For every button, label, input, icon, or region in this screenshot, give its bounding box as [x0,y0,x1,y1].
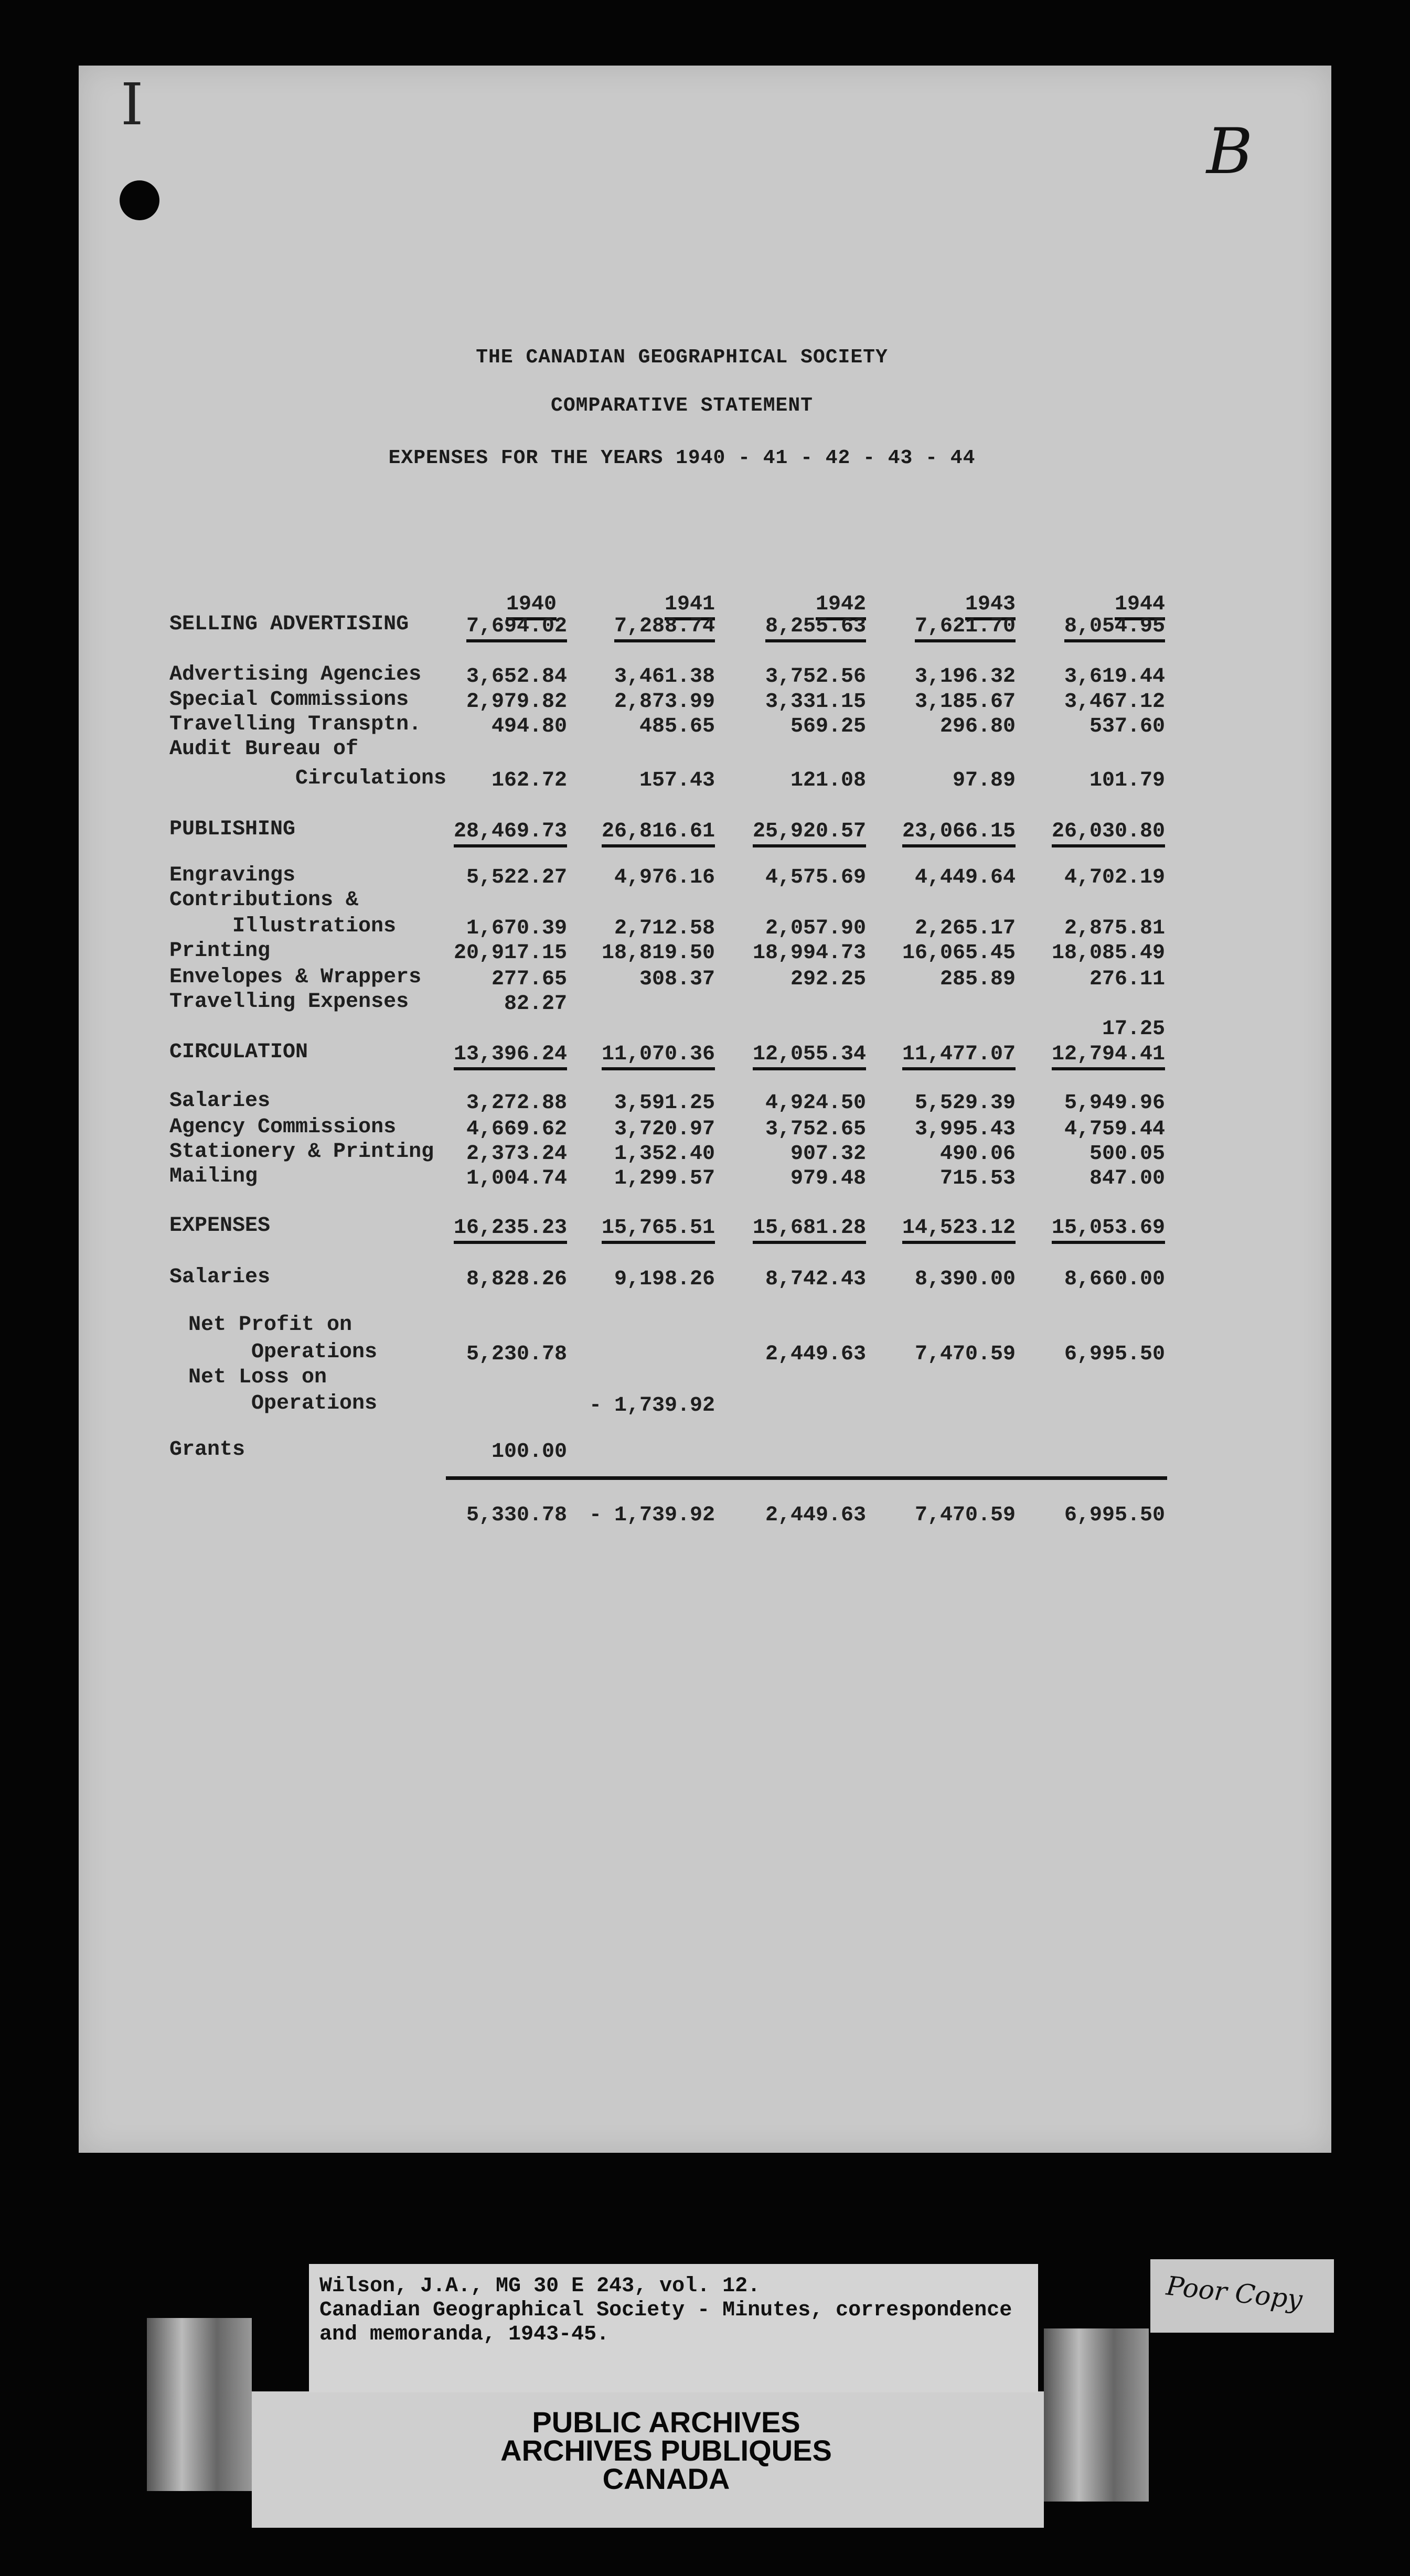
row-label: Salaries [169,1265,271,1289]
row-value: 5,522.27 [466,866,567,889]
value-cell [1008,715,1165,738]
value-cell [558,665,715,689]
value-cell [1008,1504,1165,1527]
row-label: CIRCULATION [169,1040,308,1064]
value-cell [858,1216,1016,1240]
row-value: 16,235.23 [454,1216,567,1244]
row-value: 12,794.41 [1052,1043,1165,1070]
row-label: Special Commissions [169,688,409,712]
value-cell [410,1091,567,1115]
row-value: 276.11 [1089,968,1165,991]
row-value: 8,390.00 [914,1268,1016,1291]
value-cell [1008,941,1165,965]
row-value: 8,255.63 [765,615,866,642]
row-value: 3,591.25 [614,1091,715,1115]
row-value: 157.43 [639,769,715,792]
value-cell [410,715,567,738]
row-value: 13,396.24 [454,1043,567,1070]
row-value: 3,272.88 [466,1091,567,1115]
value-cell [1008,820,1165,843]
row-label: Grants [169,1438,245,1462]
row-label: Salaries [169,1089,271,1113]
row-value: 3,185.67 [914,690,1016,714]
row-value: 3,196.32 [914,665,1016,689]
value-cell [1008,866,1165,889]
value-cell [709,820,866,843]
year-header: 1944 [1115,593,1165,620]
row-value: 4,575.69 [765,866,866,889]
row-label: Operations [251,1340,378,1364]
value-cell [410,1504,567,1527]
value-cell [410,820,567,843]
row-label: Net Profit on [188,1313,352,1337]
row-value: 1,004.74 [466,1167,567,1190]
row-label: Contributions & [169,888,359,912]
value-cell [1008,769,1165,792]
value-cell [558,941,715,965]
row-value: 296.80 [939,715,1016,738]
value-cell [558,715,715,738]
row-value: 4,759.44 [1064,1118,1165,1141]
value-cell [1008,1043,1165,1066]
row-value: 5,330.78 [466,1504,567,1527]
value-cell [558,1142,715,1166]
value-cell [1008,690,1165,714]
value-cell [1008,1167,1165,1190]
row-value: 3,467.12 [1064,690,1165,714]
stamp-line-2: ARCHIVES PUBLIQUES [500,2434,832,2467]
value-cell [709,690,866,714]
row-value: 2,373.24 [466,1142,567,1166]
row-value: 2,875.81 [1064,917,1165,940]
row-value: 5,949.96 [1064,1091,1165,1115]
value-cell [410,917,567,940]
row-value: 308.37 [639,968,715,991]
row-value: 2,449.63 [765,1504,866,1527]
row-value: 5,230.78 [466,1343,567,1366]
value-cell [709,941,866,965]
value-cell [1008,1017,1165,1041]
value-cell [858,1167,1016,1190]
row-value: 9,198.26 [614,1268,715,1291]
value-cell [858,1091,1016,1115]
row-value: 3,331.15 [765,690,866,714]
value-cell [709,1043,866,1066]
value-cell [1008,1216,1165,1240]
year-header: 1943 [965,593,1016,620]
value-cell [709,1216,866,1240]
value-cell [410,941,567,965]
value-cell [410,1440,567,1464]
value-cell [709,769,866,792]
year-header-cell [399,593,557,616]
row-label: EXPENSES [169,1214,271,1238]
value-cell [558,1091,715,1115]
value-cell [1008,1142,1165,1166]
archive-ref-line-3: and memoranda, 1943-45. [319,2323,610,2346]
row-value: 11,070.36 [602,1043,715,1070]
row-value: 28,469.73 [454,820,567,847]
row-value: 26,030.80 [1052,820,1165,847]
row-value: 20,917.15 [453,941,567,965]
row-value: 3,995.43 [914,1118,1016,1141]
value-cell [410,1118,567,1141]
row-value: - 1,739.92 [589,1394,715,1418]
value-cell [858,1343,1016,1366]
value-cell [858,917,1016,940]
row-label: Illustrations [232,915,397,938]
row-value: 26,816.61 [602,820,715,847]
row-value: 101.79 [1089,769,1165,792]
row-value: 1,352.40 [614,1142,715,1166]
value-cell [410,615,567,638]
value-cell [1008,968,1165,991]
value-cell [410,769,567,792]
row-value: 7,288.74 [614,615,715,642]
row-value: 485.65 [639,715,715,738]
row-value: 7,694.02 [466,615,567,642]
value-cell [558,968,715,991]
row-value: 569.25 [790,715,866,738]
row-value: 100.00 [491,1440,567,1464]
value-cell [558,917,715,940]
row-value: 15,681.28 [753,1216,866,1244]
row-value: 3,619.44 [1064,665,1165,689]
row-value: 6,995.50 [1064,1504,1165,1527]
row-value: 490.06 [939,1142,1016,1166]
row-value: 715.53 [939,1167,1016,1190]
archives-stamp [430,2408,902,2493]
row-value: 7,621.70 [915,615,1016,642]
value-cell [558,866,715,889]
row-value: 4,669.62 [466,1118,567,1141]
row-value: 4,702.19 [1064,866,1165,889]
value-cell [709,665,866,689]
row-value: 2,979.82 [466,690,567,714]
value-cell [558,1504,715,1527]
row-value: 4,976.16 [614,866,715,889]
poor-copy-text: Poor Copy [1165,2270,1304,2315]
row-value: 537.60 [1089,715,1165,738]
year-header: 1942 [816,593,866,620]
value-cell [410,690,567,714]
row-label: Agency Commissions [169,1115,397,1139]
value-cell [858,715,1016,738]
value-cell [709,1268,866,1291]
row-value: 292.25 [790,968,866,991]
punch-hole [120,180,159,220]
year-header-cell [1008,593,1165,616]
value-cell [1008,615,1165,638]
row-label: Travelling Expenses [169,990,409,1014]
value-cell [858,1043,1016,1066]
year-header-cell [858,593,1016,616]
row-value: 3,720.97 [614,1118,715,1141]
row-label: Net Loss on [188,1366,327,1389]
value-cell [858,1504,1016,1527]
value-cell [858,820,1016,843]
row-value: 18,819.50 [601,941,715,965]
row-value: 25,920.57 [753,820,866,847]
value-cell [858,665,1016,689]
row-value: 8,742.43 [765,1268,866,1291]
value-cell [558,1118,715,1141]
year-header: 1941 [665,593,715,620]
total-rule [446,1476,1167,1480]
value-cell [410,1343,567,1366]
row-value: 162.72 [491,769,567,792]
value-cell [709,1118,866,1141]
value-cell [558,1394,715,1418]
row-value: 2,873.99 [614,690,715,714]
value-cell [709,866,866,889]
row-value: 285.89 [939,968,1016,991]
value-cell [410,968,567,991]
row-value: 4,924.50 [765,1091,866,1115]
stamp-line-1: PUBLIC ARCHIVES [532,2406,800,2439]
row-value: 12,055.34 [753,1043,866,1070]
row-value: 15,765.51 [602,1216,715,1244]
value-cell [858,769,1016,792]
value-cell [858,968,1016,991]
row-label: Stationery & Printing [169,1140,434,1164]
row-value: 97.89 [952,769,1016,792]
row-value: 847.00 [1089,1167,1165,1190]
corner-letter-mark: B [1206,115,1253,188]
row-value: 8,828.26 [466,1268,567,1291]
row-label: Printing [169,939,271,963]
row-value: 2,057.90 [765,917,866,940]
value-cell [410,1167,567,1190]
value-cell [558,1043,715,1066]
row-value: 6,995.50 [1064,1343,1165,1366]
row-value: 11,477.07 [902,1043,1016,1070]
value-cell [558,690,715,714]
value-cell [709,1142,866,1166]
row-label: Circulations [295,767,447,790]
row-value: 14,523.12 [902,1216,1016,1244]
value-cell [410,992,567,1016]
row-label: Audit Bureau of [169,737,359,761]
value-cell [410,1216,567,1240]
row-value: 2,449.63 [765,1343,866,1366]
period-title: EXPENSES FOR THE YEARS 1940 - 41 - 42 - 43 - 44 [388,447,976,469]
value-cell [410,665,567,689]
value-cell [558,820,715,843]
row-value: 2,712.58 [614,917,715,940]
row-value: 3,461.38 [614,665,715,689]
row-value: 8,660.00 [1064,1268,1165,1291]
value-cell [558,615,715,638]
value-cell [558,1167,715,1190]
row-value: 500.05 [1089,1142,1165,1166]
row-value: 15,053.69 [1052,1216,1165,1244]
value-cell [709,1167,866,1190]
value-cell [558,1268,715,1291]
row-label: SELLING ADVERTISING [169,613,409,636]
value-cell [709,917,866,940]
value-cell [858,615,1016,638]
value-cell [1008,665,1165,689]
value-cell [410,866,567,889]
row-value: 18,085.49 [1051,941,1165,965]
value-cell [709,968,866,991]
row-value: 1,670.39 [466,917,567,940]
row-value: - 1,739.92 [589,1504,715,1527]
row-value: 907.32 [790,1142,866,1166]
value-cell [709,615,866,638]
row-value: 23,066.15 [902,820,1016,847]
value-cell [858,941,1016,965]
value-cell [410,1142,567,1166]
poor-copy-note [1150,2259,1334,2333]
value-cell [709,1343,866,1366]
row-value: 979.48 [790,1167,866,1190]
row-value: 5,529.39 [914,1091,1016,1115]
value-cell [709,1091,866,1115]
statement-subtitle: COMPARATIVE STATEMENT [551,394,813,417]
archive-ref-line-1: Wilson, J.A., MG 30 E 243, vol. 12. [319,2274,761,2298]
stamp-line-3: CANADA [602,2462,730,2495]
archive-reference-label [309,2264,1038,2392]
row-value: 3,752.56 [765,665,866,689]
value-cell [1008,1268,1165,1291]
value-cell [858,1268,1016,1291]
clip-mark: I [121,71,144,138]
row-label: Advertising Agencies [169,663,422,686]
value-cell [558,1216,715,1240]
row-value: 1,299.57 [614,1167,715,1190]
year-header-cell [558,593,715,616]
archive-ref-line-2: Canadian Geographical Society - Minutes, correspondence [319,2299,1012,2322]
row-value: 277.65 [491,968,567,991]
row-label: Mailing [169,1165,258,1188]
value-cell [1008,917,1165,940]
row-label: PUBLISHING [169,818,296,841]
value-cell [410,1268,567,1291]
row-value: 82.27 [504,992,567,1016]
row-value: 16,065.45 [902,941,1016,965]
year-header-cell [709,593,866,616]
row-label: Engravings [169,864,296,887]
row-value: 7,470.59 [914,1504,1016,1527]
binder-clip-left [147,2318,252,2491]
value-cell [558,769,715,792]
value-cell [1008,1091,1165,1115]
value-cell [858,690,1016,714]
row-value: 121.08 [790,769,866,792]
value-cell [709,715,866,738]
row-label: Envelopes & Wrappers [169,965,422,989]
row-value: 8,054.95 [1064,615,1165,642]
value-cell [1008,1118,1165,1141]
value-cell [858,1118,1016,1141]
row-label: Travelling Transptn. [169,713,422,736]
row-value: 2,265.17 [914,917,1016,940]
row-value: 18,994.73 [752,941,866,965]
value-cell [410,1043,567,1066]
value-cell [858,866,1016,889]
value-cell [858,1142,1016,1166]
row-value: 7,470.59 [914,1343,1016,1366]
row-value: 4,449.64 [914,866,1016,889]
org-title: THE CANADIAN GEOGRAPHICAL SOCIETY [476,346,888,369]
year-header: 1940 [506,593,557,620]
row-value: 3,752.65 [765,1118,866,1141]
row-value: 494.80 [491,715,567,738]
value-cell [1008,1343,1165,1366]
value-cell [709,1504,866,1527]
row-label: Operations [251,1392,378,1415]
binder-clip-right [1044,2328,1149,2502]
row-value: 3,652.84 [466,665,567,689]
row-value: 17.25 [1102,1017,1165,1041]
